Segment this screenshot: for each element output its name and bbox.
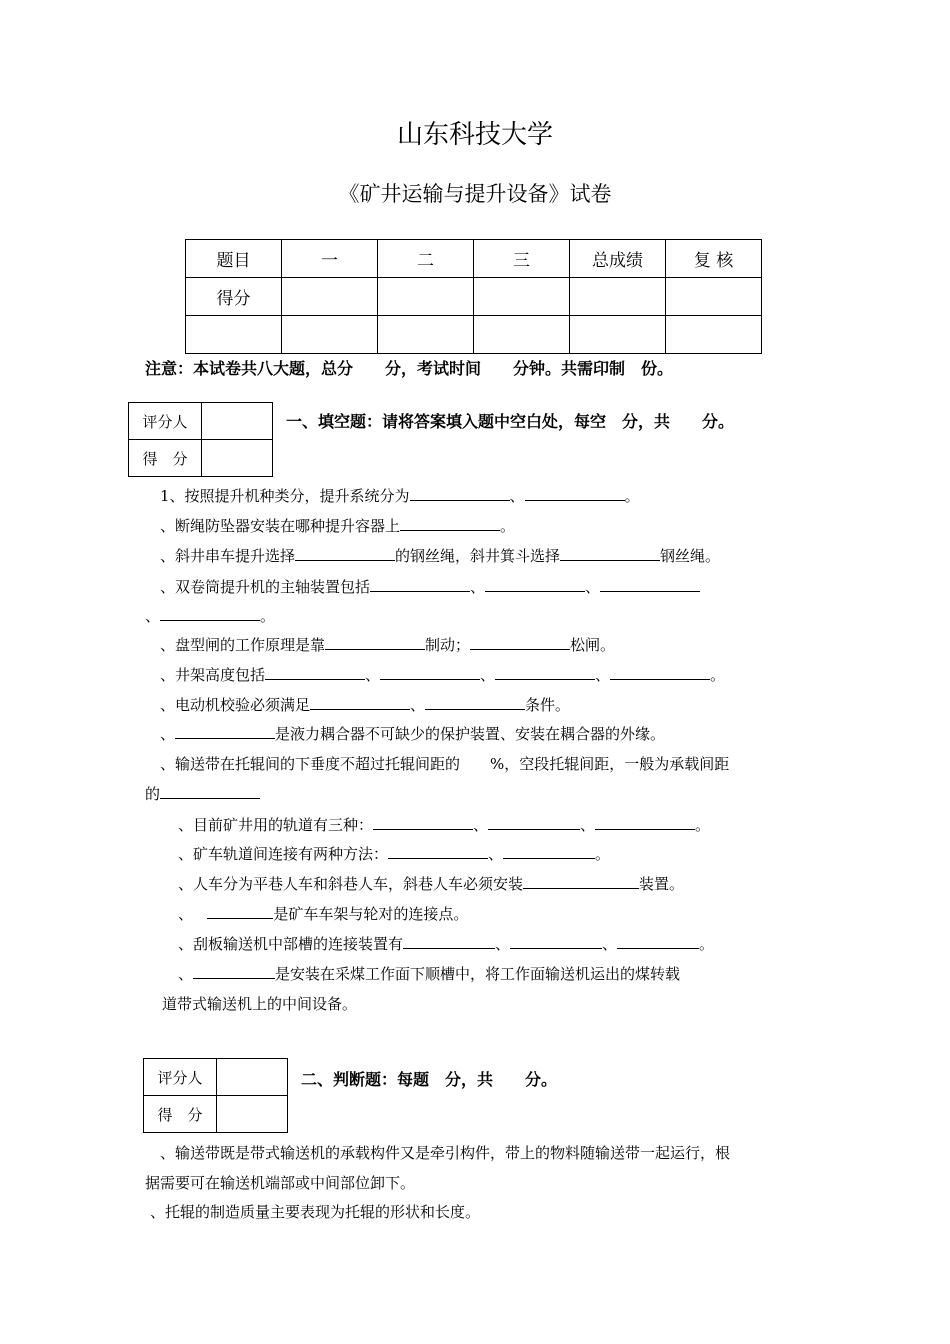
answer-blank[interactable] [495, 665, 595, 680]
answer-blank[interactable] [595, 815, 695, 830]
section1-grader-box [128, 402, 273, 477]
question-text: 、 [160, 725, 176, 743]
score-table-score-label: 得分 [186, 278, 282, 316]
question-3 [160, 545, 720, 566]
score-cell [474, 316, 570, 354]
question-11 [178, 843, 610, 864]
answer-blank[interactable] [388, 844, 488, 859]
question-text: 。 [699, 935, 715, 953]
answer-blank[interactable] [175, 724, 275, 739]
question-text: 、 [602, 935, 618, 953]
answer-blank[interactable] [325, 635, 425, 650]
question-text: 。 [695, 816, 711, 834]
answer-blank[interactable] [265, 665, 365, 680]
answer-blank[interactable] [510, 934, 602, 949]
question-text: 、 [470, 578, 486, 596]
answer-blank[interactable] [160, 784, 260, 799]
question-9 [160, 753, 729, 774]
question-text: 的钢丝绳，斜井箕斗选择 [395, 547, 561, 565]
answer-blank[interactable] [160, 606, 260, 621]
answer-blank[interactable] [400, 516, 500, 531]
score-cell [282, 316, 378, 354]
score-table-header-cell: 一 [282, 240, 378, 278]
answer-blank[interactable] [617, 934, 699, 949]
answer-blank[interactable] [373, 815, 473, 830]
question-8 [160, 723, 665, 744]
question-text: 、井架高度包括 [160, 666, 266, 684]
answer-blank[interactable] [600, 577, 700, 592]
grader-label: 评分人 [129, 403, 202, 440]
section2-grader-box [143, 1058, 288, 1133]
answer-blank[interactable] [295, 546, 395, 561]
judgement-2: 、托辊的制造质量主要表现为托辊的形状和长度。 [150, 1203, 481, 1221]
section1-heading: 一、填空题：请将答案填入题中空白处，每空 分，共 分。 [286, 412, 735, 431]
score-table-header-cell: 二 [378, 240, 474, 278]
question-text: 、 [595, 666, 611, 684]
grader-score-label: 得 分 [144, 1096, 217, 1133]
score-cell [378, 278, 474, 316]
question-text: 、 [178, 905, 194, 923]
score-table-header-cell: 复 核 [666, 240, 762, 278]
question-text: 、 [585, 578, 601, 596]
answer-blank[interactable] [370, 577, 470, 592]
question-text: 。 [260, 607, 276, 625]
question-text: 、 [488, 845, 504, 863]
question-2 [160, 515, 515, 536]
answer-blank[interactable] [503, 844, 595, 859]
answer-blank[interactable] [485, 577, 585, 592]
score-table-header-cell: 三 [474, 240, 570, 278]
question-text: 、 [509, 487, 525, 505]
question-7 [160, 694, 570, 715]
answer-blank[interactable] [610, 665, 710, 680]
question-5 [160, 634, 615, 655]
answer-blank[interactable] [560, 546, 660, 561]
question-text: 、双卷筒提升机的主轴装置包括 [160, 578, 371, 596]
question-10 [178, 814, 710, 835]
score-cell [570, 278, 666, 316]
answer-blank[interactable] [523, 874, 639, 889]
question-text: 、 [495, 935, 511, 953]
question-text: 、 [580, 816, 596, 834]
question-13 [178, 903, 468, 924]
question-text: 装置。 [639, 875, 685, 893]
question-text: 、 [480, 666, 496, 684]
question-text: 1、按照提升机种类分，提升系统分为 [160, 487, 410, 505]
question-text: 条件。 [525, 696, 571, 714]
question-text: 。 [500, 517, 516, 535]
question-9-continued [145, 783, 260, 804]
question-text: 、断绳防坠器安装在哪种提升容器上 [160, 517, 401, 535]
question-text: 是安装在采煤工作面下顺槽中，将工作面输送机运出的煤转载 [275, 965, 681, 983]
score-cell [570, 316, 666, 354]
question-text: 、盘型闸的工作原理是靠 [160, 636, 326, 654]
grader-score-value [217, 1096, 288, 1133]
score-cell [282, 278, 378, 316]
question-text: 、刮板输送机中部槽的连接装置有 [178, 935, 404, 953]
score-cell [666, 316, 762, 354]
answer-blank[interactable] [470, 635, 570, 650]
question-text: 钢丝绳。 [660, 547, 721, 565]
answer-blank[interactable] [193, 964, 275, 979]
score-cell [186, 316, 282, 354]
score-table-score-row [186, 278, 762, 316]
question-text: 道带式输送机上的中间设备。 [162, 995, 358, 1013]
exam-notice: 注意：本试卷共八大题，总分 分，考试时间 分钟。共需印制 份。 [145, 359, 674, 378]
answer-blank[interactable] [488, 815, 580, 830]
university-title: 山东科技大学 [396, 120, 553, 150]
answer-blank[interactable] [403, 934, 495, 949]
judgement-1-continued: 据需要可在输送机端部或中间部位卸下。 [145, 1174, 416, 1192]
answer-blank[interactable] [525, 486, 625, 501]
question-text: 。 [595, 845, 611, 863]
score-table [185, 239, 762, 354]
question-text: 、 [365, 666, 381, 684]
question-text: 、 [178, 965, 194, 983]
answer-blank[interactable] [310, 695, 410, 710]
score-cell [666, 278, 762, 316]
question-1 [160, 485, 640, 506]
question-text: 。 [624, 487, 640, 505]
answer-blank[interactable] [410, 486, 510, 501]
answer-blank[interactable] [380, 665, 480, 680]
score-table-empty-row [186, 316, 762, 354]
grader-label: 评分人 [144, 1059, 217, 1096]
score-table-header-cell: 总成绩 [570, 240, 666, 278]
question-text: 、电动机校验必须满足 [160, 696, 311, 714]
question-4-continued [145, 605, 275, 626]
question-text: 、斜井串车提升选择 [160, 547, 296, 565]
score-cell [474, 278, 570, 316]
score-table-header-cell: 题目 [186, 240, 282, 278]
question-text: 、目前矿井用的轨道有三种： [178, 816, 374, 834]
grader-score-value [202, 440, 273, 477]
question-12 [178, 873, 684, 894]
question-text: 、 [410, 696, 426, 714]
question-14 [178, 933, 714, 954]
question-15-continued [162, 993, 357, 1014]
question-text: 、 [145, 607, 161, 625]
question-text: 是矿车车架与轮对的连接点。 [273, 905, 469, 923]
question-text: 是液力耦合器不可缺少的保护装置、安装在耦合器的外缘。 [275, 725, 666, 743]
question-4 [160, 576, 700, 597]
score-table-header-row [186, 240, 762, 278]
question-text: 、人车分为平巷人车和斜巷人车，斜巷人车必须安装 [178, 875, 524, 893]
judgement-1: 、输送带既是带式输送机的承载构件又是牵引构件，带上的物料随输送带一起运行，根 [160, 1144, 731, 1162]
question-6 [160, 664, 725, 685]
exam-title: 《矿井运输与提升设备》试卷 [338, 182, 612, 206]
grader-value [217, 1059, 288, 1096]
score-cell [378, 316, 474, 354]
section2-heading: 二、判断题：每题 分，共 分。 [301, 1070, 558, 1089]
answer-blank[interactable] [207, 904, 273, 919]
question-text: 。 [710, 666, 726, 684]
question-text: 、 [473, 816, 489, 834]
answer-blank[interactable] [425, 695, 525, 710]
question-text: 的 [145, 785, 161, 803]
grader-score-label: 得 分 [129, 440, 202, 477]
question-text: 、矿车轨道间连接有两种方法： [178, 845, 389, 863]
question-text: 制动； [425, 636, 471, 654]
question-text: 、输送带在托辊间的下垂度不超过托辊间距的 %，空段托辊间距，一般为承载间距 [160, 755, 730, 773]
question-text: 松闸。 [570, 636, 616, 654]
question-15 [178, 963, 680, 984]
grader-value [202, 403, 273, 440]
